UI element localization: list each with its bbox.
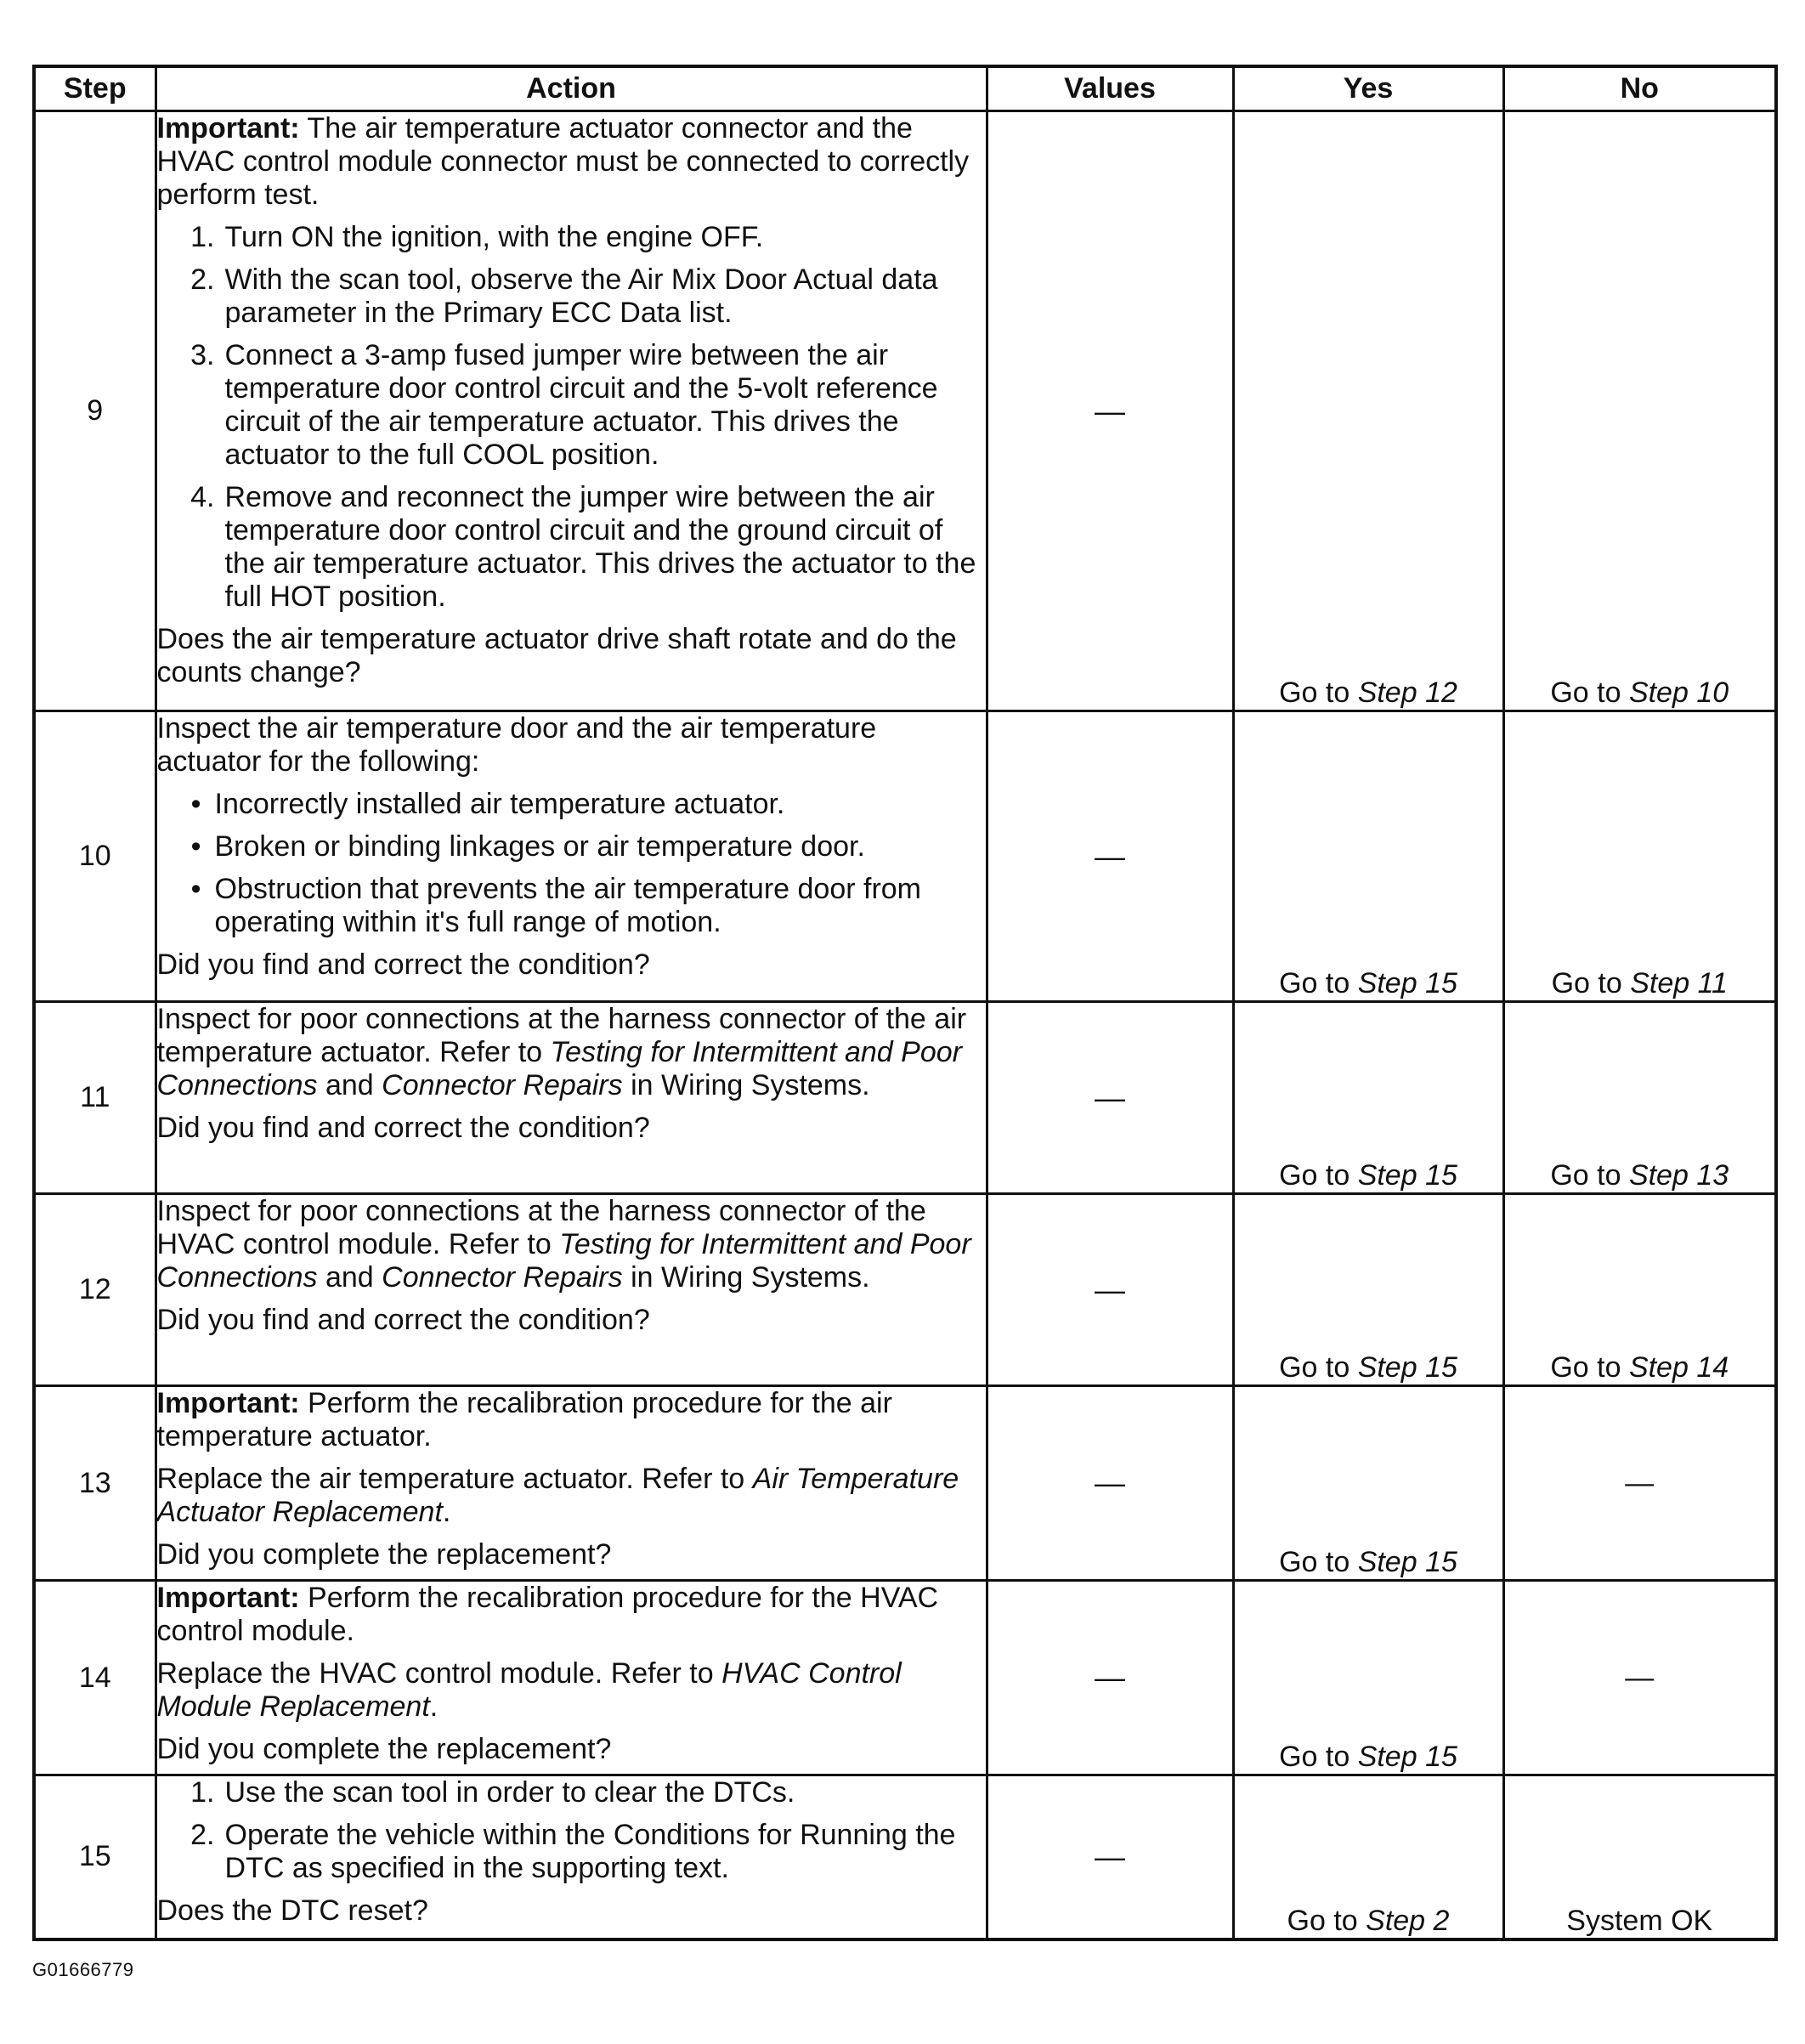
action-cell xyxy=(156,1775,987,1939)
reference-link[interactable]: Connector Repairs xyxy=(382,1261,623,1294)
list-item-text: Use the scan tool in order to clear the DTCs. xyxy=(224,1776,795,1809)
important-label: Important: xyxy=(156,112,300,144)
no-cell: — xyxy=(1503,1581,1776,1775)
goto-prefix: Go to xyxy=(1279,1351,1358,1384)
list-item: 1. Turn ON the ignition, with the engine OFF. xyxy=(157,221,986,254)
step-number: 9 xyxy=(34,111,156,711)
values-cell: — xyxy=(987,1002,1233,1194)
instruction-text: Inspect for poor connections at the harness connector of the air temperature actuator. Refer to Testing for Intermittent and Poor Connections and Connector Repairs in Wiring Systems. xyxy=(156,1003,967,1101)
list-item: • Broken or binding linkages or air temperature door. xyxy=(157,830,986,863)
step-number: 13 xyxy=(34,1386,156,1581)
action-cell xyxy=(156,1194,987,1386)
table-row xyxy=(34,711,1776,1002)
reference-link[interactable]: Testing for Intermittent and Poor Connections xyxy=(156,1036,962,1101)
yes-cell xyxy=(1233,111,1503,711)
list-item: 4. Remove and reconnect the jumper wire between the air temperature door control circuit and the ground circuit of the air temperature actuator. This drives the actuator to the full HOT position. xyxy=(157,481,986,614)
list-item-text: With the scan tool, observe the Air Mix Door Actual data parameter in the Primary ECC Data list. xyxy=(224,263,938,329)
question-text: Does the DTC reset? xyxy=(156,1894,428,1927)
list-item: • Obstruction that prevents the air temperature door from operating within it's full range of motion. xyxy=(157,873,986,939)
reference-link[interactable]: HVAC Control Module Replacement xyxy=(156,1657,902,1723)
header-action: Action xyxy=(156,66,987,111)
table-row xyxy=(34,1581,1776,1775)
yes-cell xyxy=(1233,1581,1503,1775)
goto-prefix: Go to xyxy=(1550,1351,1629,1384)
goto-step-link[interactable]: Step 15 xyxy=(1357,1741,1457,1773)
goto-step-link[interactable]: Step 15 xyxy=(1357,967,1457,999)
list-item-text: Remove and reconnect the jumper wire between the air temperature door control circuit and the ground circuit of the air temperature actuator. This drives the actuator to the full HOT position. xyxy=(224,481,976,613)
instruction-text: Replace the air temperature actuator. Refer to Air Temperature Actuator Replacement. xyxy=(156,1463,959,1528)
step-number: 15 xyxy=(34,1775,156,1939)
question-text: Does the air temperature actuator drive shaft rotate and do the counts change? xyxy=(156,623,957,688)
list-item: 2. Operate the vehicle within the Conditions for Running the DTC as specified in the supporting text. xyxy=(157,1819,986,1885)
values-cell: — xyxy=(987,1775,1233,1939)
header-step: Step xyxy=(34,66,156,111)
important-note xyxy=(157,1582,986,1648)
table-row xyxy=(34,1775,1776,1939)
figure-id: G01666779 xyxy=(32,1959,134,1980)
step-number: 14 xyxy=(34,1581,156,1775)
action-cell xyxy=(156,1002,987,1194)
table-row xyxy=(34,1002,1776,1194)
instruction-text: Replace the HVAC control module. Refer to HVAC Control Module Replacement. xyxy=(156,1657,902,1723)
goto-step-link[interactable]: Step 10 xyxy=(1628,677,1729,709)
reference-link[interactable]: Testing for Intermittent and Poor Connections xyxy=(156,1228,971,1294)
step-number: 10 xyxy=(34,711,156,1002)
reference-link[interactable]: Connector Repairs xyxy=(382,1069,623,1101)
action-cell xyxy=(156,111,987,711)
goto-prefix: Go to xyxy=(1550,677,1629,709)
list-item-text: Turn ON the ignition, with the engine OFF. xyxy=(224,221,764,253)
no-cell: System OK xyxy=(1503,1775,1776,1939)
list-item-text: Connect a 3-amp fused jumper wire between the air temperature door control circuit and the 5-volt reference circuit of the air temperature actuator. This drives the actuator to the full COOL position. xyxy=(224,339,938,471)
goto-step-link[interactable]: Step 12 xyxy=(1357,677,1457,709)
yes-cell xyxy=(1233,1775,1503,1939)
question-text: Did you complete the replacement? xyxy=(156,1733,612,1765)
no-cell xyxy=(1503,1002,1776,1194)
diagnostic-table-frame xyxy=(32,65,1774,1941)
goto-prefix: Go to xyxy=(1551,967,1631,999)
goto-step-link[interactable]: Step 11 xyxy=(1630,967,1728,999)
table-row xyxy=(34,111,1776,711)
goto-step-link[interactable]: Step 15 xyxy=(1357,1546,1457,1578)
no-cell: — xyxy=(1503,1386,1776,1581)
yes-cell xyxy=(1233,711,1503,1002)
goto-step-link[interactable]: Step 15 xyxy=(1357,1351,1457,1384)
important-label: Important: xyxy=(156,1387,300,1419)
question-text: Did you find and correct the condition? xyxy=(156,948,650,981)
procedure-list xyxy=(157,221,986,614)
no-cell xyxy=(1503,1194,1776,1386)
list-item-text: Incorrectly installed air temperature actuator. xyxy=(214,788,785,820)
goto-step-link[interactable]: Step 15 xyxy=(1357,1159,1457,1192)
yes-cell xyxy=(1233,1194,1503,1386)
values-cell: — xyxy=(987,1194,1233,1386)
action-cell xyxy=(156,711,987,1002)
header-yes: Yes xyxy=(1233,66,1503,111)
table-row xyxy=(34,1194,1776,1386)
goto-prefix: Go to xyxy=(1279,1546,1358,1578)
goto-prefix: Go to xyxy=(1279,967,1358,999)
goto-prefix: Go to xyxy=(1279,677,1358,709)
yes-cell xyxy=(1233,1002,1503,1194)
values-cell: — xyxy=(987,1581,1233,1775)
important-text: Perform the recalibration procedure for the HVAC control module. xyxy=(156,1582,939,1647)
goto-step-link[interactable]: Step 14 xyxy=(1628,1351,1729,1384)
values-cell: — xyxy=(987,711,1233,1002)
procedure-list xyxy=(157,1776,986,1885)
goto-prefix: Go to xyxy=(1279,1159,1358,1192)
goto-step-link[interactable]: Step 2 xyxy=(1366,1904,1450,1937)
goto-prefix: Go to xyxy=(1287,1904,1366,1937)
intro-text: Inspect the air temperature door and the air temperature actuator for the following: xyxy=(156,712,877,778)
list-item: • Incorrectly installed air temperature actuator. xyxy=(157,788,986,821)
no-cell xyxy=(1503,711,1776,1002)
bullet-list xyxy=(157,788,986,939)
important-note xyxy=(157,1387,986,1453)
list-item-text: Obstruction that prevents the air temperature door from operating within it's full range of motion. xyxy=(214,873,922,938)
yes-cell xyxy=(1233,1386,1503,1581)
important-note xyxy=(157,112,986,212)
header-row xyxy=(34,66,1776,111)
values-cell: — xyxy=(987,1386,1233,1581)
step-number: 11 xyxy=(34,1002,156,1194)
important-label: Important: xyxy=(156,1582,300,1614)
instruction-text: Inspect for poor connections at the harness connector of the HVAC control module. Refer to Testing for Intermittent and Poor Connections and Connector Repairs in Wiring Systems. xyxy=(156,1195,971,1294)
important-text: Perform the recalibration procedure for the air temperature actuator. xyxy=(156,1387,892,1452)
diagnostic-table xyxy=(32,65,1778,1941)
action-cell xyxy=(156,1581,987,1775)
values-cell: — xyxy=(987,111,1233,711)
header-no: No xyxy=(1503,66,1776,111)
action-cell xyxy=(156,1386,987,1581)
list-item: 1. Use the scan tool in order to clear the DTCs. xyxy=(157,1776,986,1809)
header-values: Values xyxy=(987,66,1233,111)
question-text: Did you complete the replacement? xyxy=(156,1538,612,1571)
step-number: 12 xyxy=(34,1194,156,1386)
no-cell xyxy=(1503,111,1776,711)
question-text: Did you find and correct the condition? xyxy=(156,1112,650,1144)
list-item: 3. Connect a 3-amp fused jumper wire between the air temperature door control circuit and the 5-volt reference circuit of the air temperature actuator. This drives the actuator to the full COOL position. xyxy=(157,339,986,472)
table-row xyxy=(34,1386,1776,1581)
goto-prefix: Go to xyxy=(1550,1159,1629,1192)
list-item-text: Broken or binding linkages or air temperature door. xyxy=(214,830,865,863)
important-text: The air temperature actuator connector and the HVAC control module connector must be connected to correctly perform test. xyxy=(156,112,970,211)
question-text: Did you find and correct the condition? xyxy=(156,1304,650,1336)
goto-prefix: Go to xyxy=(1279,1741,1358,1773)
list-item-text: Operate the vehicle within the Conditions for Running the DTC as specified in the supporting text. xyxy=(224,1819,956,1884)
list-item: 2. With the scan tool, observe the Air Mix Door Actual data parameter in the Primary ECC Data list. xyxy=(157,263,986,330)
reference-link[interactable]: Air Temperature Actuator Replacement xyxy=(156,1463,959,1528)
goto-step-link[interactable]: Step 13 xyxy=(1628,1159,1729,1192)
